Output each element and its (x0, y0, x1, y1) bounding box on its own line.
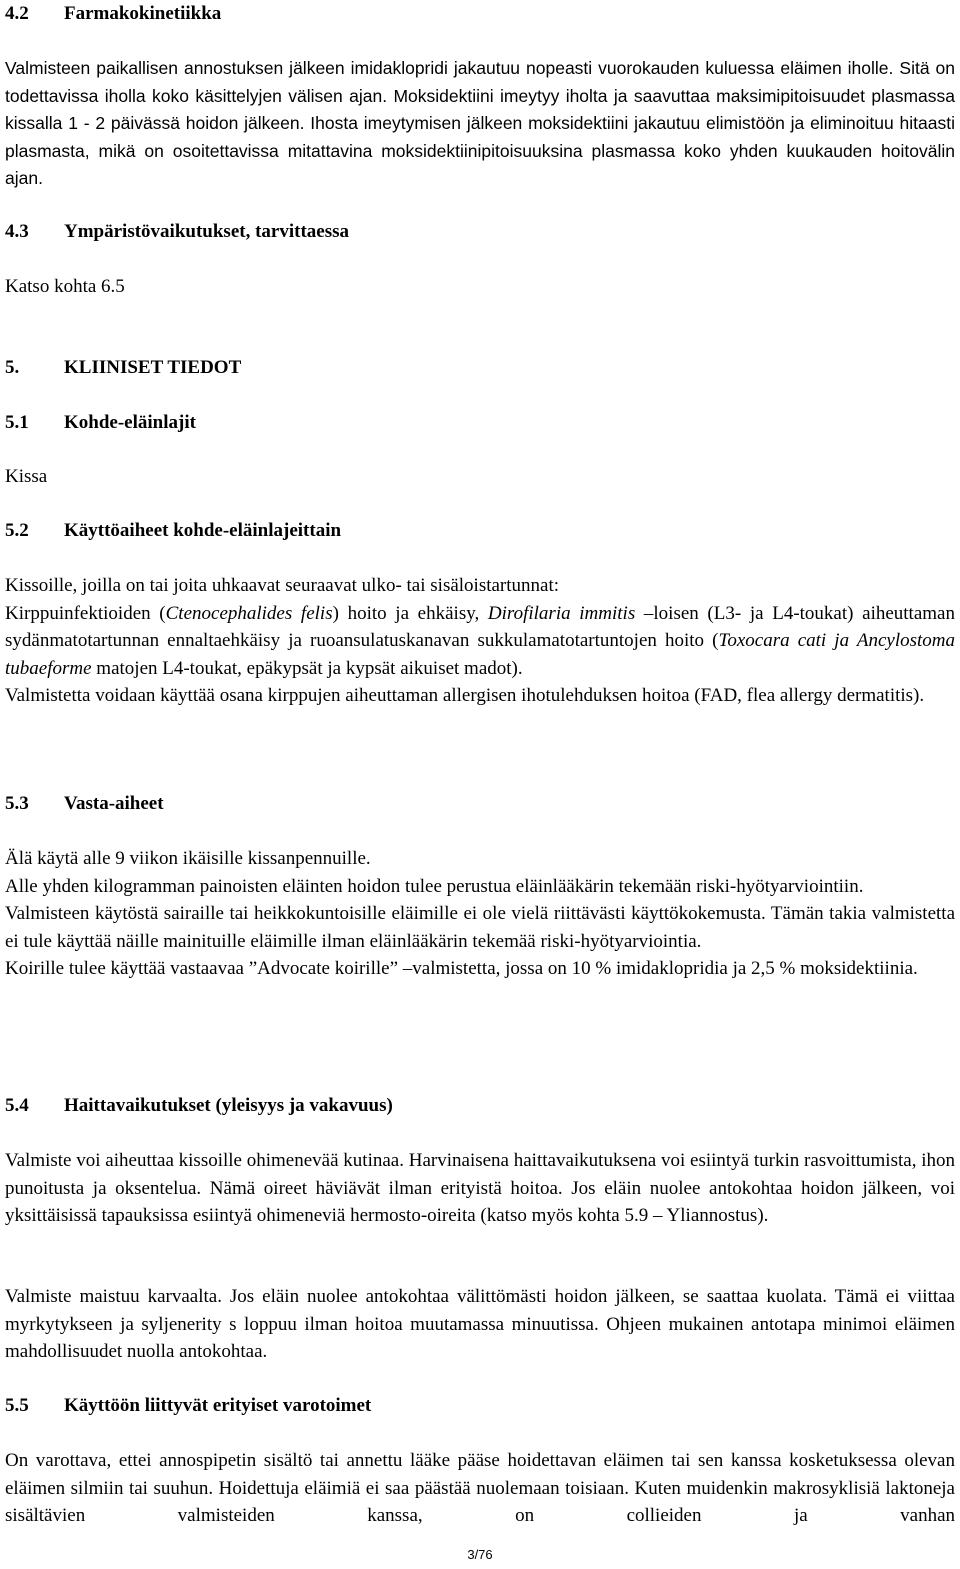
text-run: –loisen (L3- ja L4-toukat) aiheuttaman sydänmatotartunnan ennaltaehkäisy ja ruoansulatuskanavan sukkulamatotartuntojen hoito ( (5, 602, 955, 651)
section-number: 4.3 (5, 221, 29, 242)
species-name: Toxocara cati ja Ancylostoma tubaeforme (5, 630, 955, 679)
indications-fad: Valmistetta voidaan käyttää osana kirppujen aiheuttaman allergisen ihotulehduksen hoitoa (FAD, flea allergy dermatitis). (5, 685, 925, 706)
text-run: Kirppuinfektioiden ( (5, 602, 166, 624)
section-number: 5.4 (5, 1095, 29, 1116)
section-title: Farmakokinetiikka (64, 3, 222, 24)
contraindication-item: Alle yhden kilogramman painoisten eläinten hoidon tulee perustua eläinlääkärin tekemään riski-hyötyarviointiin. (5, 875, 864, 897)
precautions-paragraph: On varottava, ettei annospipetin sisältö tai annettu lääke pääse hoidettavan eläimen tai sen kanssa kosketuksessa olevan eläimen silmiin tai suuhun. Hoidettuja eläimiä ei saa päästää nuolemaan toisiaan. Kuten muidenkin makrosyklisiä laktoneja sisältävien valmisteiden kanssa, on collieiden ja vanhan (5, 1450, 955, 1526)
section-number: 5.1 (5, 412, 29, 433)
section-heading-5-1 (5, 409, 196, 437)
section-title: Vasta-aiheet (64, 793, 164, 814)
adverse-effects-paragraph-2: Valmiste maistuu karvaalta. Jos eläin nuolee antokohtaa välittömästi hoidon jälkeen, se saattaa kuolata. Tämä ei viittaa myrkytykseen ja syljenerity s loppuu ilman hoitoa muutamassa minuutissa. Ohjeen mukainen antotapa minimoi eläimen mahdollisuudet nuolla antokohtaa. (5, 1286, 955, 1362)
species-name: Ctenocephalides felis (165, 602, 333, 624)
section-number: 5.3 (5, 793, 29, 814)
contraindication-item: Älä käytä alle 9 viikon ikäisille kissanpennuille. (5, 848, 371, 869)
section-title: Käyttöön liittyvät erityiset varotoimet (64, 1395, 372, 1416)
text-run: ) hoito ja ehkäisy, (332, 602, 488, 624)
section-number: 5.5 (5, 1395, 29, 1416)
page-number: 3/76 (467, 1547, 493, 1562)
section-title: Käyttöaiheet kohde-eläinlajeittain (64, 520, 342, 541)
section-heading-5 (5, 354, 241, 382)
section-title: Ympäristövaikutukset, tarvittaessa (64, 221, 349, 242)
contraindication-item: Valmisteen käytöstä sairaille tai heikkokuntoisille eläimille ei ole vielä riittävästi käyttökokemusta. Tämän takia valmistetta ei tule käyttää näille mainituille eläimille ilman eläinlääkärin tekemää riski-hyötyarviointia. (5, 903, 955, 952)
contraindications-block (5, 845, 955, 983)
section-number: 5. (5, 357, 20, 378)
adverse-effects-paragraph-1: Valmiste voi aiheuttaa kissoille ohimenevää kutinaa. Harvinaisena haittavaikutuksena voi esiintyä turkin rasvoittumista, ihon punoitusta ja oksentelua. Nämä oireet häviävät ilman erityistä hoitoa. Jos eläin nuolee antokohtaa hoidon jälkeen, voi yksittäisissä tapauksissa esiintyä ohimeneviä hermosto-oireita (katso myös kohta 5.9 – Yliannostus). (5, 1150, 955, 1226)
indications-block (5, 572, 955, 710)
environment-text: Katso kohta 6.5 (5, 276, 125, 297)
section-heading-4-3 (5, 218, 349, 246)
pharmacokinetics-paragraph (5, 55, 955, 193)
pk-sentence-2: Sitä on todettavissa iholla koko käsittelyjen välisen ajan. Moksidektiini imeytyy iholta ja saavuttaa maksimipitoisuudet plasmassa kissalla 1 - 2 päivässä hoidon jälkeen. (5, 58, 955, 133)
pk-sentence-1: Valmisteen paikallisen annostuksen jälkeen imidaklopridi jakautuu nopeasti vuorokauden kuluessa eläimen iholle. (5, 58, 894, 78)
contraindication-item: Koirille tulee käyttää vastaavaa ”Advocate koirille” –valmistetta, jossa on 10 % imidaklopridia ja 2,5 % moksidektiinia. (5, 958, 918, 979)
target-species-text: Kissa (5, 466, 48, 487)
section-title: Kohde-eläinlajit (64, 412, 196, 433)
section-heading-5-2 (5, 517, 341, 545)
indications-intro: Kissoille, joilla on tai joita uhkaavat seuraavat ulko- tai sisäloistartunnat: (5, 575, 560, 596)
section-title: Haittavaikutukset (yleisyys ja vakavuus) (64, 1095, 393, 1116)
section-heading-4-2 (5, 0, 221, 28)
indications-list (5, 600, 955, 683)
section-heading-5-3 (5, 790, 164, 818)
text-run: matojen L4-toukat, epäkypsät ja kypsät aikuiset madot). (91, 657, 523, 679)
section-heading-5-5 (5, 1392, 371, 1420)
section-number: 4.2 (5, 3, 29, 24)
pk-sentence-3: Ihosta imeytymisen jälkeen moksidektiini jakautuu elimistöön ja eliminoituu hitaasti plasmasta, mikä on osoitettavissa mitattavina moksidektiinipitoisuuksina plasmassa koko yhden kuukauden hoitovälin ajan. (5, 113, 955, 188)
section-heading-5-4 (5, 1092, 393, 1120)
section-number: 5.2 (5, 520, 29, 541)
species-name: Dirofilaria immitis (487, 602, 636, 624)
section-title: KLIINISET TIEDOT (64, 357, 242, 378)
